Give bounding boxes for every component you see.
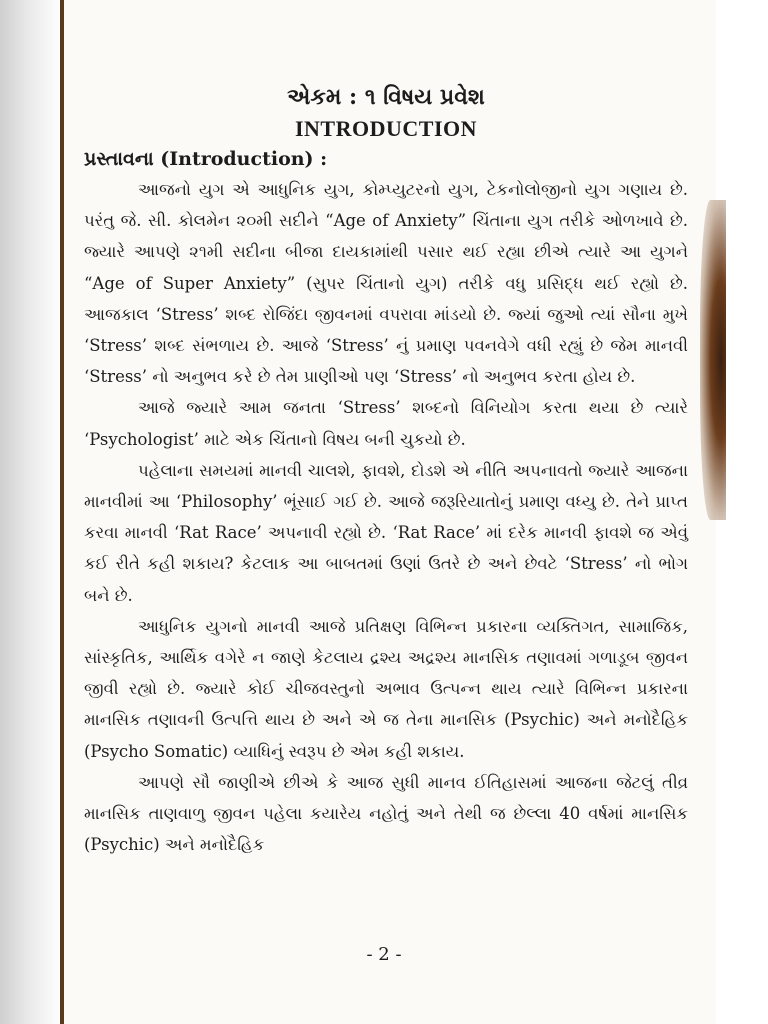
paragraph: આપણે સૌ જાણીએ છીએ કે આજ સુધી માનવ ઈતિહાસમાં આજના જેટલું તીવ્ર માનસિક તાણવાળુ જીવન પહેલા કયારેય નહોતું અને તેથી જ છેલ્લા 40 વર્ષમાં માનસિક (Psychic) અને મનોદૈહિક: [84, 772, 688, 855]
burn-mark: [700, 200, 726, 520]
paragraph: પહેલાના સમયમાં માનવી ચાલશે, ફાવશે, દોડશે એ નીતિ અપનાવતો જ્યારે આજના માનવીમાં આ ‘Philosophy’ ભૂંસાઈ ગઈ છે. આજે જરૂરિયાતોનું પ્રમાણ વધ્યુ છે. તેને પ્રાપ્ત કરવા માનવી ‘Rat Race’ અપનાવી રહ્યો છે. ‘Rat Race’ માં દરેક માનવી ફાવશે જ એવું કઈ રીતે કહી શકાય? કેટલાક આ બાબતમાં ઉણાં ઉતરે છે અને છેવટે ‘Stress’ નો ભોગ બને છે.: [84, 460, 688, 605]
paragraph: આધુનિક યુગનો માનવી આજે પ્રતિક્ષણ વિભિન્ન પ્રકારના વ્યક્તિગત, સામાજિક, સાંસ્કૃતિક, આર્થિક વગેરે ન જાણે કેટલાય દ્રશ્ય અદ્રશ્ય માનસિક તણાવમાં ગળાડૂબ જીવન જીવી રહ્યો છે. જ્યારે કોઈ ચીજવસ્તુનો અભાવ ઉત્પન્ન થાય ત્યારે વિભિન્ન પ્રકારના માનસિક તણાવની ઉત્પત્તિ થાય છે અને એ જ તેના માનસિક (Psychic) અને મનોદૈહિક (Psycho Somatic) વ્યાધિનું સ્વરૂપ છે એમ કહી શકાય.: [84, 616, 688, 761]
page-number: - 2 -: [366, 944, 402, 965]
book-binding: [0, 0, 62, 1024]
unit-title: એકમ : ૧ વિષય પ્રવેશ: [287, 84, 485, 110]
paragraph: આજે જ્યારે આમ જનતા ‘Stress’ શબ્દનો વિનિયોગ કરતા થયા છે ત્યારે ‘Psychologist’ માટે એક ચિંતાનો વિષય બની ચુકયો છે.: [84, 398, 688, 449]
paragraph: આજનો યુગ એ આધુનિક યુગ, કોમ્પ્યુટરનો યુગ, ટેકનોલોજીનો યુગ ગણાય છે. પરંતુ જે. સી. કોલમેન ૨૦મી સદીને “Age of Anxiety” ચિંતાના યુગ તરીકે ઓળખાવે છે. જ્યારે આપણે ૨૧મી સદીના બીજા દાયકામાંથી પસાર થઈ રહ્યા છીએ ત્યારે આ યુગને “Age of Super Anxiety” (સુપર ચિંતાનો યુગ) તરીકે વધુ પ્રસિદ્ધ થઈ રહ્યો છે. આજકાલ ‘Stress’ શબ્દ રોજિંદા જીવનમાં વપરાવા માંડયો છે. જ્યાં જુઓ ત્યાં સૌના મુખે ‘Stress’ શબ્દ સંભળાય છે. આજે ‘Stress’ નું પ્રમાણ પવનવેગે વધી રહ્યું છે જેમ માનવી ‘Stress’ નો અનુભવ કરે છે તેમ પ્રાણીઓ પણ ‘Stress’ નો અનુભવ કરતા હોય છે.: [84, 180, 688, 387]
english-title: INTRODUCTION: [294, 116, 478, 141]
section-heading: પ્રસ્તાવના (Introduction) :: [84, 148, 328, 170]
page-content: [84, 84, 688, 860]
